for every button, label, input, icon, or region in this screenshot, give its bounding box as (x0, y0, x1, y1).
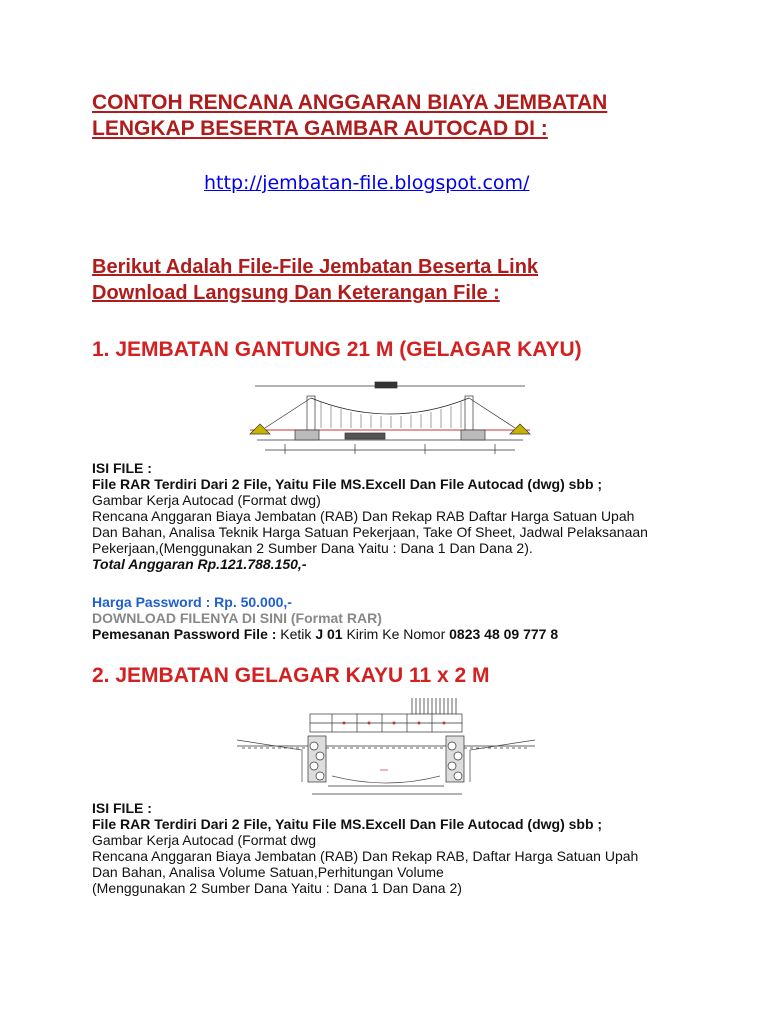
item2-rab-line-2: Dan Bahan, Analisa Volume Satuan,Perhitungan Volume (92, 864, 444, 880)
item1-download-link[interactable]: DOWNLOAD FILENYA DI SINI (92, 610, 287, 626)
item1-pemesanan (92, 626, 558, 642)
item1-gambar: Gambar Kerja Autocad (Format dwg) (92, 492, 321, 508)
intro-heading (92, 254, 538, 306)
item1-pemesanan-label: Pemesanan Password File : (92, 626, 277, 642)
item2-gambar: Gambar Kerja Autocad (Format dwg (92, 832, 317, 848)
item1-kirim: Kirim Ke Nomor (346, 626, 446, 642)
item1-total-anggaran: Total Anggaran Rp.121.788.150,- (92, 556, 307, 572)
item1-rab-line-3: Pekerjaan,(Menggunakan 2 Sumber Dana Yaitu : Dana 1 Dan Dana 2). (92, 540, 533, 556)
item1-download-format: (Format RAR) (290, 610, 382, 626)
item1-order (92, 594, 558, 642)
item1-download-line (92, 610, 558, 626)
item1-file-rar: File RAR Terdiri Dari 2 File, Yaitu File MS.Excell Dan File Autocad (dwg) sbb ; (92, 476, 603, 492)
item1-details (92, 460, 648, 572)
item1-harga-password: Harga Password : Rp. 50.000,- (92, 594, 292, 610)
item2-details (92, 800, 638, 896)
item2-rab-line-1: Rencana Anggaran Biaya Jembatan (RAB) Dan Rekap RAB, Daftar Harga Satuan Upah (92, 848, 639, 864)
suspension-bridge-drawing (245, 378, 535, 458)
item2-heading: 2. JEMBATAN GELAGAR KAYU 11 x 2 M (92, 664, 490, 687)
item1-ketik: Ketik (280, 626, 312, 642)
item2-isi-file: ISI FILE : (92, 800, 152, 816)
blog-link[interactable]: http://jembatan-file.blogspot.com/ (204, 172, 530, 194)
intro-line-2: Download Langsung Dan Keterangan File : (92, 282, 500, 304)
item1-isi-file: ISI FILE : (92, 460, 152, 476)
item2-rab-line-3: (Menggunakan 2 Sumber Dana Yaitu : Dana 1 Dan Dana 2) (92, 880, 462, 896)
title-line-1: CONTOH RENCANA ANGGARAN BIAYA JEMBATAN (92, 91, 608, 114)
item1-nomor: 0823 48 09 777 8 (449, 626, 559, 642)
item1-kode: J 01 (315, 626, 343, 642)
girder-bridge-drawing (232, 690, 540, 798)
item1-rab-line-1: Rencana Anggaran Biaya Jembatan (RAB) Dan Rekap RAB Daftar Harga Satuan Upah (92, 508, 635, 524)
item1-heading: 1. JEMBATAN GANTUNG 21 M (GELAGAR KAYU) (92, 338, 582, 361)
item1-rab-line-2: Dan Bahan, Analisa Teknik Harga Satuan Pekerjaan, Take Of Sheet, Jadwal Pelaksanaan (92, 524, 648, 540)
document-title (92, 90, 607, 142)
item2-file-rar: File RAR Terdiri Dari 2 File, Yaitu File MS.Excell Dan File Autocad (dwg) sbb ; (92, 816, 603, 832)
intro-line-1: Berikut Adalah File-File Jembatan Beserta Link (92, 256, 539, 278)
title-line-2: LENGKAP BESERTA GAMBAR AUTOCAD DI : (92, 117, 548, 140)
